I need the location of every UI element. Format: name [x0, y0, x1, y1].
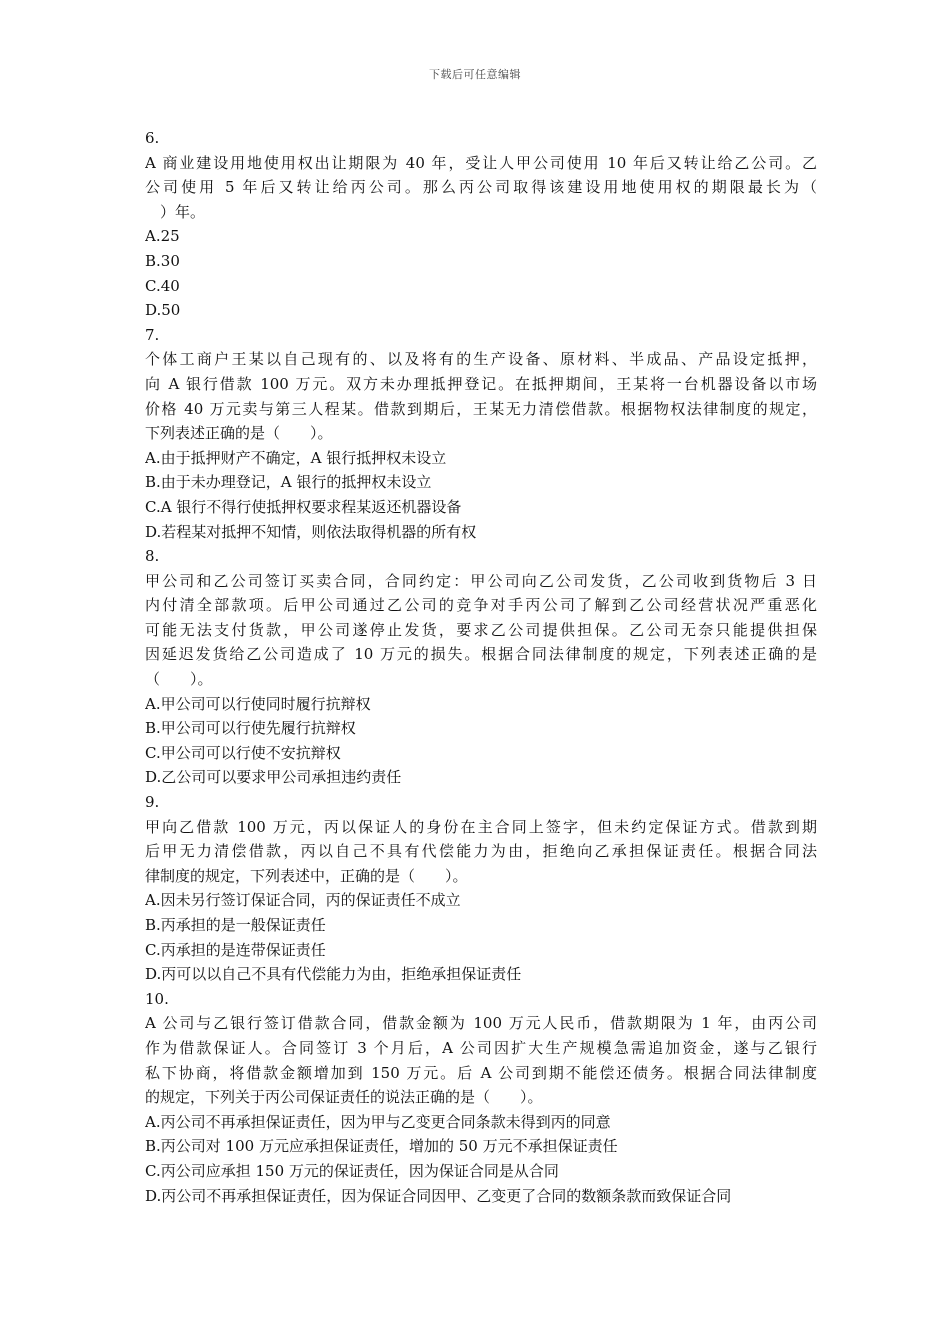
option-a: A.25: [145, 227, 180, 246]
option-c: C.40: [145, 276, 180, 295]
question-stem-line: 个体工商户王某以自己现有的、以及将有的生产设备、原材料、半成品、产品设定抵押，: [145, 350, 817, 369]
question-stem-line: （ ）。: [145, 670, 213, 689]
option-a: A.由于抵押财产不确定，A 银行抵押权未设立: [145, 448, 447, 467]
question-stem-line: 私下协商，将借款金额增加到 150 万元。后 A 公司到期不能偿还债务。根据合同法律制度: [145, 1063, 817, 1082]
option-b: B.甲公司可以行使先履行抗辩权: [145, 719, 356, 738]
question-stem-line: 可能无法支付货款，甲公司遂停止发货，要求乙公司提供担保。乙公司无奈只能提供担保: [145, 620, 817, 639]
option-c: C.A 银行不得行使抵押权要求程某返还机器设备: [145, 497, 462, 516]
question-stem-line: 下列表述正确的是（ ）。: [145, 424, 333, 443]
option-b: B.丙承担的是一般保证责任: [145, 916, 326, 934]
document-body: [145, 126, 817, 1208]
question-stem-line: A 商业建设用地使用权出让期限为 40 年，受让人甲公司使用 10 年后又转让给乙公司。乙: [145, 153, 817, 172]
question-stem-line: 作为借款保证人。合同签订 3 个月后，A 公司因扩大生产规模急需追加资金，遂与乙银行: [145, 1038, 817, 1057]
question-8: [145, 544, 817, 790]
page-header: 下载后可任意编辑: [429, 68, 521, 81]
question-stem-line: 律制度的规定，下列表述中，正确的是（ ）。: [145, 866, 468, 885]
question-stem-line: 价格 40 万元卖与第三人程某。借款到期后，王某无力清偿借款。根据物权法律制度的规定，: [145, 399, 817, 418]
option-a: A.因未另行签订保证合同，丙的保证责任不成立: [145, 891, 461, 910]
question-10: [145, 987, 817, 1208]
option-b: B.30: [145, 251, 180, 270]
question-number: 7.: [145, 325, 160, 344]
question-stem-line: 内付清全部款项。后甲公司通过乙公司的竞争对手丙公司了解到乙公司经营状况严重恶化: [145, 596, 817, 615]
question-stem-line: 向 A 银行借款 100 万元。双方未办理抵押登记。在抵押期间，王某将一台机器设备以市场: [145, 374, 817, 393]
option-a: A.甲公司可以行使同时履行抗辩权: [145, 694, 371, 713]
question-stem-line: ）年。: [145, 202, 206, 221]
question-stem-line: 公司使用 5 年后又转让给丙公司。那么丙公司取得该建设用地使用权的期限最长为（: [145, 178, 817, 197]
option-a: A.丙公司不再承担保证责任，因为甲与乙变更合同条款未得到丙的同意: [145, 1112, 611, 1131]
question-stem-line: 的规定，下列关于丙公司保证责任的说法正确的是（ ）。: [145, 1088, 543, 1107]
option-d: D.丙可以以自己不具有代偿能力为由，拒绝承担保证责任: [145, 965, 522, 984]
question-number: 9.: [145, 793, 160, 812]
question-stem-line: 后甲无力清偿借款，丙以自己不具有代偿能力为由，拒绝向乙承担保证责任。根据合同法: [145, 842, 817, 861]
question-stem-line: 甲公司和乙公司签订买卖合同，合同约定：甲公司向乙公司发货，乙公司收到货物后 3 日: [145, 571, 817, 590]
question-stem-line: A 公司与乙银行签订借款合同，借款金额为 100 万元人民币，借款期限为 1 年，由丙公司: [145, 1014, 817, 1033]
question-stem-line: 甲向乙借款 100 万元，丙以保证人的身份在主合同上签字，但未约定保证方式。借款到期: [145, 817, 817, 836]
question-stem-line: 因延迟发货给乙公司造成了 10 万元的损失。根据合同法律制度的规定，下列表述正确的是: [145, 645, 817, 664]
question-number: 8.: [145, 547, 160, 566]
question-number: 6.: [145, 129, 160, 147]
question-6: [145, 126, 817, 323]
option-b: B.丙公司对 100 万元应承担保证责任，增加的 50 万元不承担保证责任: [145, 1137, 618, 1156]
option-b: B.由于未办理登记，A 银行的抵押权未设立: [145, 473, 432, 492]
question-7: [145, 323, 817, 544]
option-d: D.丙公司不再承担保证责任，因为保证合同因甲、乙变更了合同的数额条款而致保证合同: [145, 1186, 732, 1205]
option-d: D.50: [145, 301, 181, 320]
option-d: D.乙公司可以要求甲公司承担违约责任: [145, 768, 402, 787]
question-number: 10.: [145, 989, 169, 1008]
option-c: C.丙承担的是连带保证责任: [145, 940, 326, 959]
question-9: [145, 790, 817, 987]
option-c: C.甲公司可以行使不安抗辩权: [145, 743, 341, 762]
option-c: C.丙公司应承担 150 万元的保证责任，因为保证合同是从合同: [145, 1161, 559, 1180]
option-d: D.若程某对抵押不知情，则依法取得机器的所有权: [145, 522, 477, 541]
